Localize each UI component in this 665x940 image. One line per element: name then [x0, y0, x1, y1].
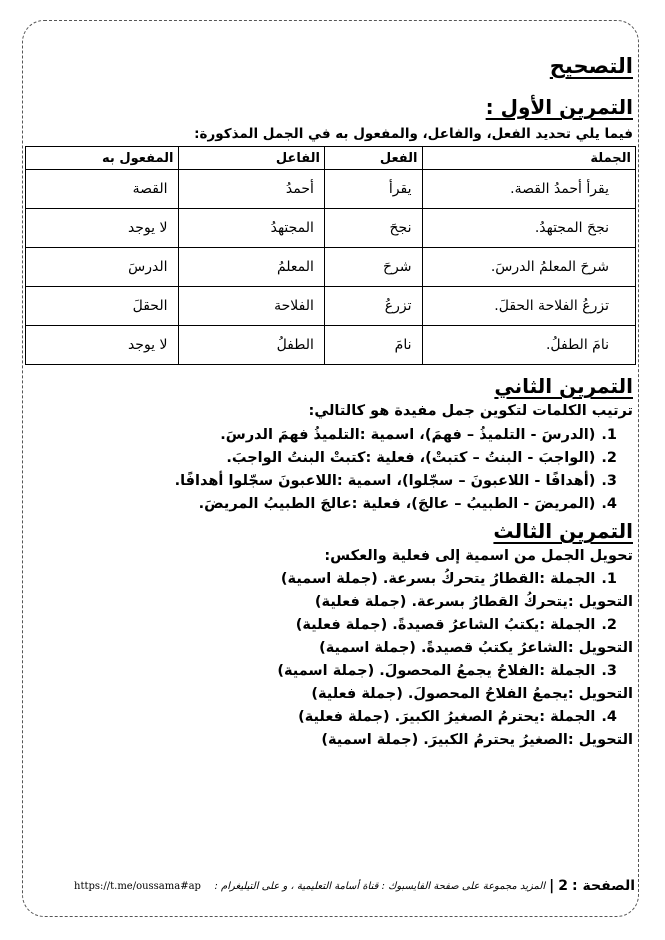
- cell-subject: الطفلُ: [178, 326, 324, 365]
- item-number: 1.: [601, 427, 617, 443]
- list-item: [277, 591, 633, 614]
- table-row: [26, 170, 636, 209]
- exercise1-table: [25, 146, 636, 365]
- page-number: 2: [558, 878, 569, 894]
- list-item: [175, 470, 633, 493]
- table-row: [26, 287, 636, 326]
- item-text: (الواجبَ - البنتُ – كتبتْ)، فعلية :كتبتْ البنتُ الواجبَ.: [226, 450, 596, 466]
- exercise1-intro: فيما يلي تحديد الفعل، والفاعل، والمفعول به في الجمل المذكورة:: [194, 126, 633, 142]
- cell-sentence: يقرأ أحمدُ القصة.: [422, 170, 636, 209]
- item-number: 1.: [601, 571, 617, 587]
- cell-verb: نجحَ: [324, 209, 422, 248]
- cell-object: القصة: [26, 170, 179, 209]
- header-subject: الفاعل: [178, 147, 324, 170]
- item-number: 3.: [601, 473, 617, 489]
- header-verb: الفعل: [324, 147, 422, 170]
- table-row: [26, 326, 636, 365]
- table-row: [26, 209, 636, 248]
- list-item: [175, 447, 633, 470]
- cell-subject: أحمدُ: [178, 170, 324, 209]
- cell-object: لا يوجد: [26, 326, 179, 365]
- list-item: [277, 660, 633, 683]
- exercise2-intro: ترتيب الكلمات لتكوين جمل مفيدة هو كالتالي:: [308, 403, 633, 419]
- list-item: [175, 424, 633, 447]
- list-item: [277, 729, 633, 752]
- header-sentence: الجملة: [422, 147, 636, 170]
- page-title: التصحيح: [549, 54, 633, 78]
- cell-object: الحقلَ: [26, 287, 179, 326]
- footer-info: [214, 878, 635, 894]
- cell-subject: الفلاحة: [178, 287, 324, 326]
- item-number: 3.: [601, 663, 617, 679]
- item-text: التحويل :الصغيرُ يحترمُ الكبيرَ. (جملة اسمية): [321, 732, 633, 748]
- cell-verb: تزرعُ: [324, 287, 422, 326]
- list-item: [277, 568, 633, 591]
- table-header-row: [26, 147, 636, 170]
- item-text: الجملة :الفلاحُ يجمعُ المحصولَ. (جملة اسمية): [277, 663, 596, 679]
- item-number: 2.: [601, 450, 617, 466]
- list-item: [175, 493, 633, 516]
- exercise1-title: التمرين الأول :: [485, 95, 633, 119]
- cell-verb: نامَ: [324, 326, 422, 365]
- item-text: التحويل :الشاعرُ يكتبُ قصيدةً. (جملة اسمية): [319, 640, 633, 656]
- item-text: الجملة :القطارُ يتحركُ بسرعة. (جملة اسمية): [280, 571, 596, 587]
- page-label: الصفحة :: [572, 878, 635, 894]
- cell-object: لا يوجد: [26, 209, 179, 248]
- cell-sentence: نامَ الطفلُ.: [422, 326, 636, 365]
- item-text: (الدرسَ - التلميذُ – فهمَ)، اسمية :التلميذُ فهمَ الدرسَ.: [220, 427, 596, 443]
- page-footer: [74, 872, 635, 900]
- cell-sentence: شرحَ المعلمُ الدرسَ.: [422, 248, 636, 287]
- footer-note: المزيد مجموعة على صفحة الفايسبوك : قناة أسامة التعليمية ، و على التيليغرام :: [214, 880, 546, 892]
- cell-sentence: نجحَ المجتهدُ.: [422, 209, 636, 248]
- cell-verb: يقرأ: [324, 170, 422, 209]
- item-text: (أهدافًا - اللاعبونَ – سجّلوا)، اسمية :اللاعبونَ سجّلوا أهدافًا.: [174, 473, 596, 489]
- item-number: 2.: [601, 617, 617, 633]
- footer-separator: |: [549, 878, 555, 894]
- item-number: 4.: [601, 496, 617, 512]
- header-object: المفعول به: [26, 147, 179, 170]
- list-item: [277, 614, 633, 637]
- item-text: التحويل :يجمعُ الفلاحُ المحصولَ. (جملة فعلية): [311, 686, 633, 702]
- exercise3-list: [277, 568, 633, 752]
- cell-object: الدرسَ: [26, 248, 179, 287]
- item-text: الجملة :يكتبُ الشاعرُ قصيدةً. (جملة فعلية): [295, 617, 596, 633]
- table-row: [26, 248, 636, 287]
- item-text: التحويل :يتحركُ القطارُ بسرعة. (جملة فعلية): [314, 594, 633, 610]
- telegram-link[interactable]: https://t.me/oussama#ap: [74, 880, 201, 892]
- list-item: [277, 683, 633, 706]
- list-item: [277, 637, 633, 660]
- cell-verb: شرحَ: [324, 248, 422, 287]
- cell-subject: المعلمُ: [178, 248, 324, 287]
- item-text: (المريضَ - الطبيبُ – عالجَ)، فعلية :عالجَ الطبيبُ المريضَ.: [198, 496, 596, 512]
- exercise3-intro: تحويل الجمل من اسمية إلى فعلية والعكس:: [324, 548, 633, 564]
- exercise3-title: التمرين الثالث: [493, 519, 633, 543]
- item-number: 4.: [601, 709, 617, 725]
- cell-sentence: تزرعُ الفلاحة الحقلَ.: [422, 287, 636, 326]
- list-item: [277, 706, 633, 729]
- exercise2-list: [175, 424, 633, 516]
- exercise2-title: التمرين الثاني: [494, 374, 633, 398]
- item-text: الجملة :يحترمُ الصغيرُ الكبيرَ. (جملة فعلية): [298, 709, 596, 725]
- cell-subject: المجتهدُ: [178, 209, 324, 248]
